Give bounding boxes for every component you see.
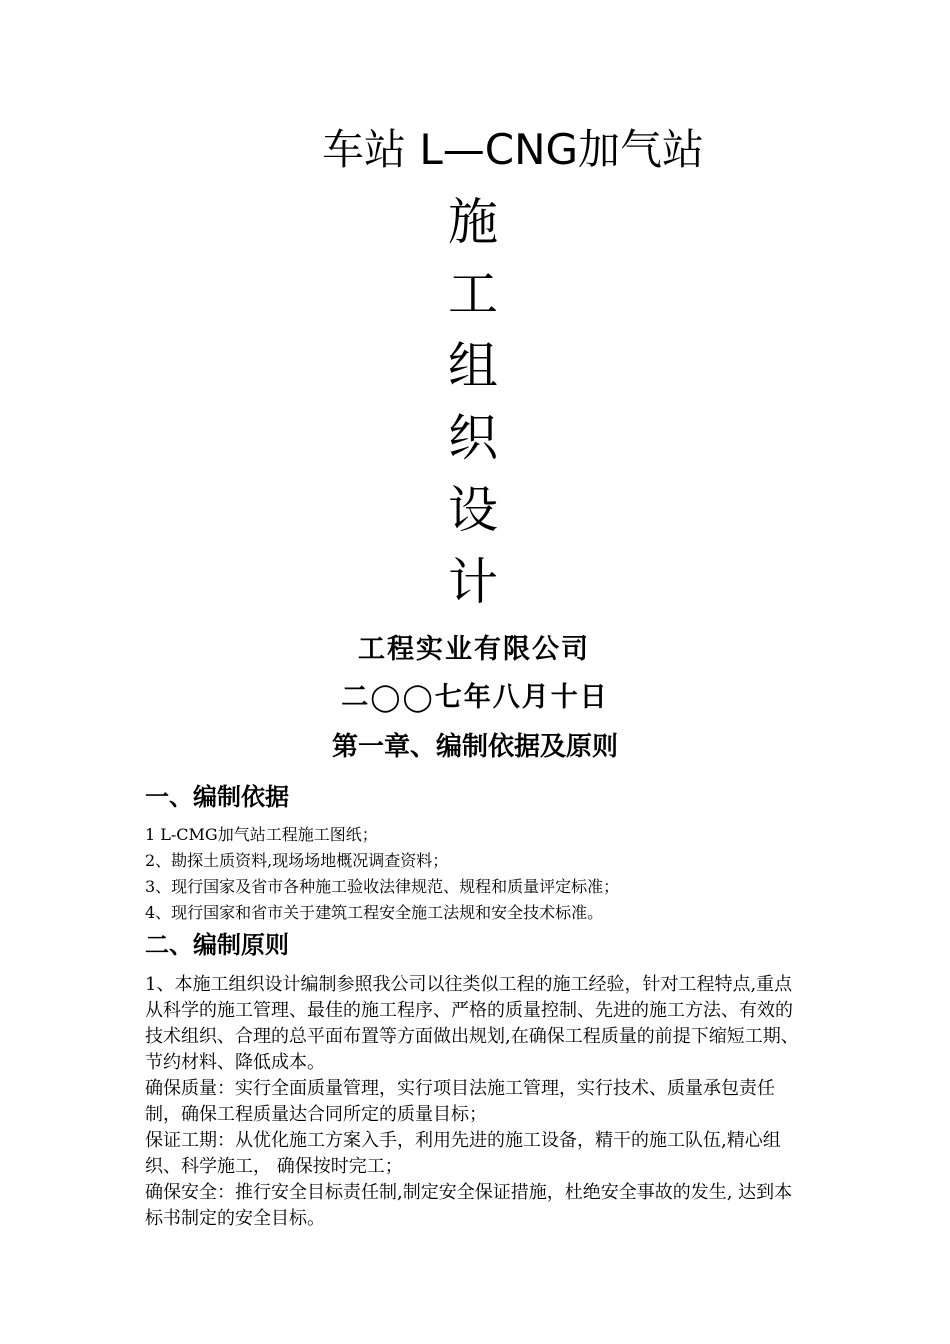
principles-body xyxy=(145,972,810,1232)
vertical-title-char: 组 xyxy=(448,337,498,395)
vertical-title-char: 设 xyxy=(448,481,498,539)
paragraph: 保证工期：从优化施工方案入手，利用先进的施工设备，精干的施工队伍,精心组织、科学施工， 确保按时完工； xyxy=(145,1130,781,1177)
basis-list xyxy=(145,822,815,926)
paragraph: 确保质量：实行全面质量管理，实行项目法施工管理，实行技术、质量承包责任制，确保工程质量达合同所定的质量目标； xyxy=(145,1078,775,1125)
cover-title: 车站 L—CNG加气站 xyxy=(322,125,705,174)
list-item: 1 L-CMG加气站工程施工图纸； xyxy=(145,825,378,844)
chapter-title: 第一章、编制依据及原则 xyxy=(331,732,618,762)
paragraph: 确保安全：推行安全目标责任制,制定安全保证措施，杜绝安全事故的发生, 达到本标书制定的安全目标。 xyxy=(145,1182,793,1229)
list-item: 3、现行国家及省市各种施工验收法律规范、规程和质量评定标准； xyxy=(145,877,620,896)
list-item: 4、现行国家和省市关于建筑工程安全施工法规和安全技术标准。 xyxy=(145,903,604,922)
vertical-title xyxy=(448,186,508,618)
section-heading-basis: 一、编制依据 xyxy=(145,783,289,811)
section-heading-principles: 二、编制原则 xyxy=(145,931,289,959)
company-name: 工程实业有限公司 xyxy=(358,634,590,665)
vertical-title-char: 工 xyxy=(448,265,498,323)
vertical-title-char: 织 xyxy=(448,409,498,467)
document-date: 二◯◯七年八月十日 xyxy=(341,682,609,713)
paragraph: 1、本施工组织设计编制参照我公司以往类似工程的施工经验，针对工程特点,重点从科学的施工管理、最佳的施工程序、严格的质量控制、先进的施工方法、有效的技术组织、合理的总平面布置等方面做出规划,在确保工程质量的前提下缩短工期、节约材料、降低成本。 xyxy=(145,974,799,1073)
vertical-title-char: 计 xyxy=(448,553,498,611)
list-item: 2、勘探土质资料,现场场地概况调查资料； xyxy=(145,851,449,870)
vertical-title-char: 施 xyxy=(448,193,498,251)
